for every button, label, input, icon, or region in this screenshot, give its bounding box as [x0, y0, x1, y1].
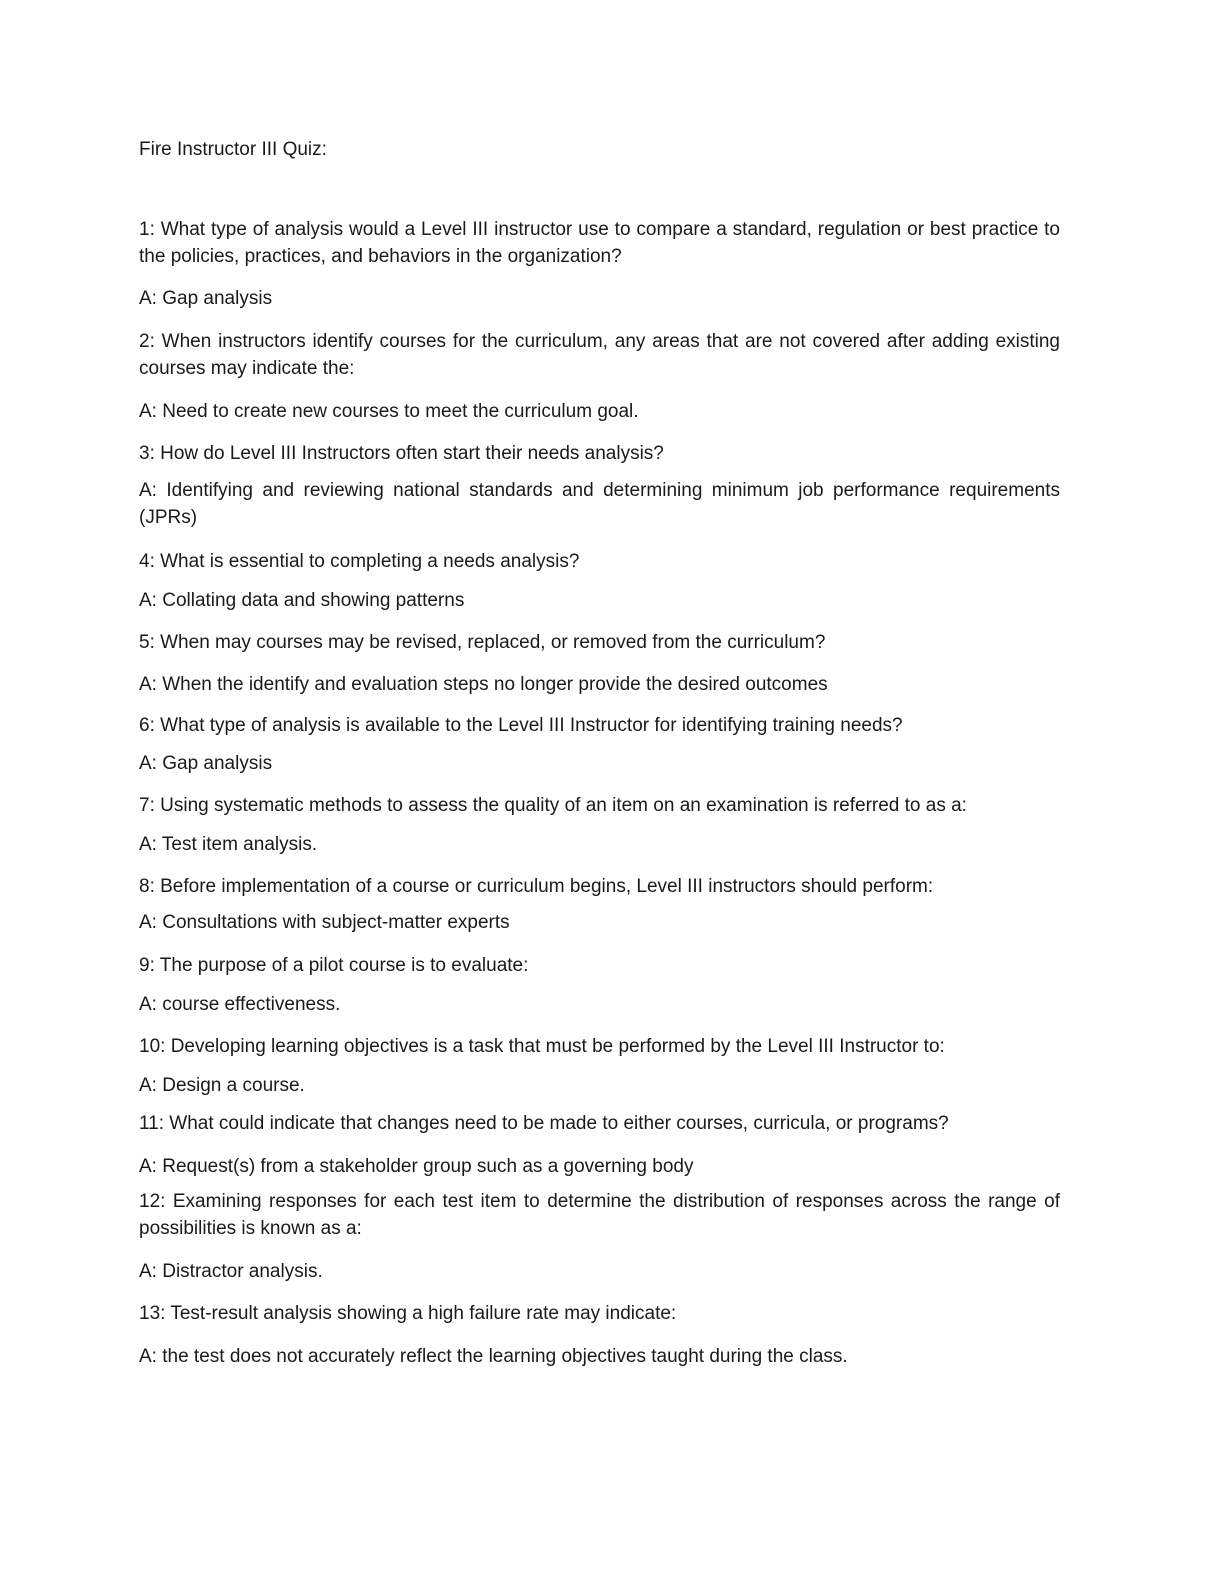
question-11: 11: What could indicate that changes need to be made to either courses, curricula, or programs?: [139, 1113, 949, 1134]
page-title: Fire Instructor III Quiz:: [139, 139, 327, 160]
answer-4: A: Collating data and showing patterns: [139, 590, 465, 611]
answer-1: A: Gap analysis: [139, 288, 273, 309]
question-10: 10: Developing learning objectives is a task that must be performed by the Level III Instructor to:: [139, 1036, 945, 1057]
question-1: 1: What type of analysis would a Level III instructor use to compare a standard, regulation or best practice to the policies, practices, and behaviors in the organization?: [139, 219, 1060, 267]
question-9: 9: The purpose of a pilot course is to evaluate:: [139, 955, 529, 976]
answer-12: A: Distractor analysis.: [139, 1261, 323, 1282]
answer-2: A: Need to create new courses to meet the curriculum goal.: [139, 401, 639, 422]
question-7: 7: Using systematic methods to assess the quality of an item on an examination is referred to as a:: [139, 795, 967, 816]
question-6: 6: What type of analysis is available to the Level III Instructor for identifying training needs?: [139, 715, 903, 736]
answer-13: A: the test does not accurately reflect the learning objectives taught during the class.: [139, 1346, 848, 1367]
answer-5: A: When the identify and evaluation steps no longer provide the desired outcomes: [139, 674, 828, 695]
question-2: 2: When instructors identify courses for the curriculum, any areas that are not covered after adding existing courses may indicate the:: [139, 331, 1060, 379]
answer-3: A: Identifying and reviewing national standards and determining minimum job performance requirements (JPRs): [139, 480, 1060, 528]
question-4: 4: What is essential to completing a needs analysis?: [139, 551, 580, 572]
question-5: 5: When may courses may be revised, replaced, or removed from the curriculum?: [139, 632, 826, 653]
answer-11: A: Request(s) from a stakeholder group such as a governing body: [139, 1156, 694, 1177]
answer-8: A: Consultations with subject-matter experts: [139, 912, 510, 933]
answer-6: A: Gap analysis: [139, 753, 273, 774]
answer-9: A: course effectiveness.: [139, 994, 341, 1015]
answer-10: A: Design a course.: [139, 1075, 305, 1096]
question-3: 3: How do Level III Instructors often start their needs analysis?: [139, 443, 664, 464]
question-12: 12: Examining responses for each test item to determine the distribution of responses across the range of possibilities is known as a:: [139, 1191, 1060, 1239]
answer-7: A: Test item analysis.: [139, 834, 318, 855]
question-13: 13: Test-result analysis showing a high failure rate may indicate:: [139, 1303, 677, 1324]
question-8: 8: Before implementation of a course or curriculum begins, Level III instructors should perform:: [139, 876, 934, 897]
